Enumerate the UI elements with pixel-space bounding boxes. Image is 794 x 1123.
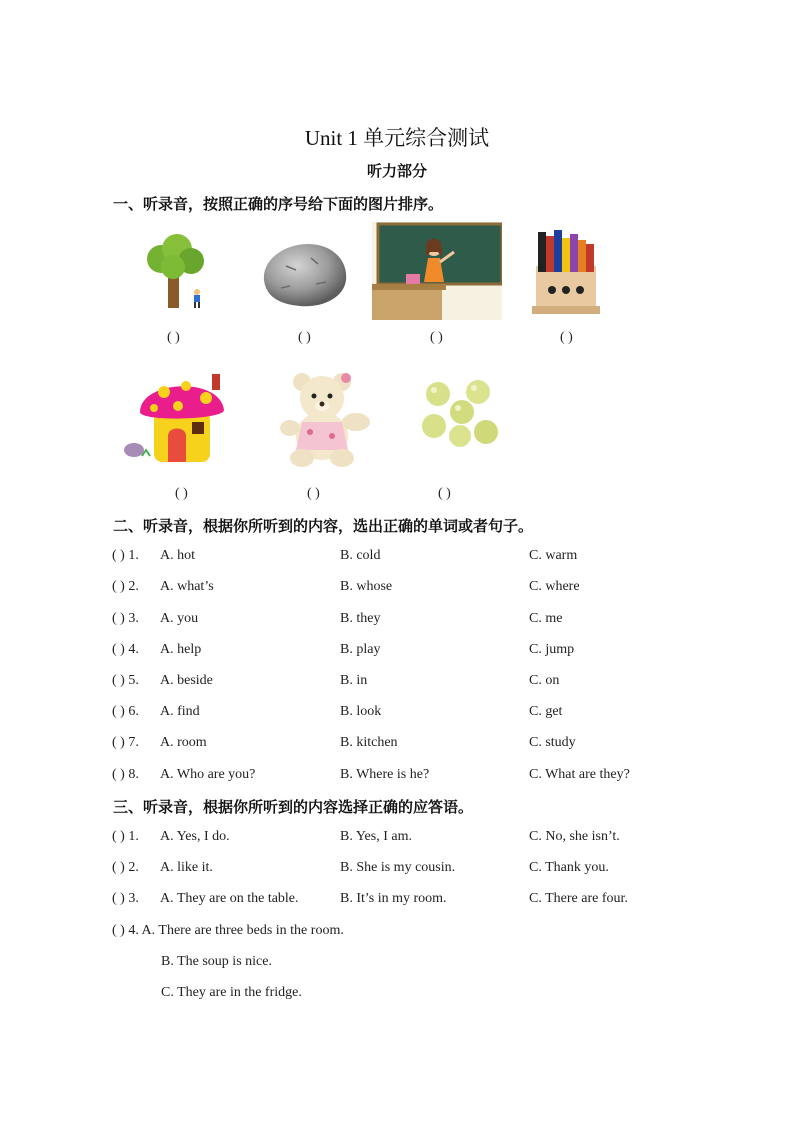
option-c: C. jump [529,642,575,657]
option-c: C. study [529,735,576,750]
picture-5-answer-blank[interactable]: ( ) [175,486,188,501]
option-c: C. warm [529,548,578,563]
option-c: C. get [529,704,563,719]
question-number[interactable]: ( ) 3. [112,611,139,626]
question-number[interactable]: ( ) 2. [112,860,139,875]
option-b: B. whose [340,579,393,594]
mushroom-house-icon [120,370,226,464]
question-4-line[interactable]: ( ) 4. A. There are three beds in the room. [112,923,344,938]
picture-3-answer-blank[interactable]: ( ) [430,330,443,345]
apples-icon [420,378,504,450]
option-a: A. you [160,611,199,626]
option-b: B. It’s in my room. [340,891,447,906]
picture-1-answer-blank[interactable]: ( ) [167,330,180,345]
page-title: Unit 1 单元综合测试 [304,126,490,150]
tree-with-boy-icon [143,234,208,310]
picture-2-answer-blank[interactable]: ( ) [298,330,311,345]
section1-heading: 一、听录音，按照正确的序号给下面的图片排序。 [113,197,444,213]
question-number[interactable]: ( ) 3. [112,891,139,906]
teacher-at-blackboard-icon [372,222,502,320]
section3-heading: 三、听录音，根据你所听到的内容选择正确的应答语。 [113,800,474,816]
section2-heading: 二、听录音，根据你所听到的内容，选出正确的单词或者句子。 [113,519,534,535]
question-number[interactable]: ( ) 4. [112,642,139,657]
question-number[interactable]: ( ) 7. [112,735,139,750]
option-a: A. room [160,735,207,750]
option-c: C. Thank you. [529,860,609,875]
option-c: C. where [529,579,580,594]
question-number[interactable]: ( ) 1. [112,829,139,844]
option-c: C. They are in the fridge. [161,985,302,1000]
question-number[interactable]: ( ) 2. [112,579,139,594]
option-a: A. beside [160,673,213,688]
option-b: B. Yes, I am. [340,829,412,844]
option-b: B. in [340,673,368,688]
option-b: B. they [340,611,381,626]
picture-7-answer-blank[interactable]: ( ) [438,486,451,501]
option-b: B. look [340,704,382,719]
option-b: B. play [340,642,381,657]
option-a: A. They are on the table. [160,891,299,906]
teddy-bear-icon [276,370,374,468]
option-a: A. help [160,642,202,657]
option-b: B. She is my cousin. [340,860,456,875]
page-subtitle: 听力部分 [366,164,427,180]
picture-6-answer-blank[interactable]: ( ) [307,486,320,501]
option-a: A. Who are you? [160,767,256,782]
option-b: B. cold [340,548,381,563]
option-b: B. The soup is nice. [161,954,272,969]
option-a: A. find [160,704,200,719]
option-b: B. Where is he? [340,767,430,782]
option-c: C. me [529,611,563,626]
option-b: B. kitchen [340,735,398,750]
option-c: C. What are they? [529,767,630,782]
option-c: C. No, she isn’t. [529,829,620,844]
option-a: A. hot [160,548,195,563]
option-c: C. on [529,673,560,688]
picture-4-answer-blank[interactable]: ( ) [560,330,573,345]
candy-box-icon [528,226,604,318]
question-number[interactable]: ( ) 1. [112,548,139,563]
rock-icon [256,236,352,312]
option-a: A. Yes, I do. [160,829,230,844]
question-number[interactable]: ( ) 8. [112,767,139,782]
option-a: A. what’s [160,579,214,594]
option-c: C. There are four. [529,891,628,906]
option-a: A. like it. [160,860,213,875]
question-number[interactable]: ( ) 5. [112,673,139,688]
question-number[interactable]: ( ) 6. [112,704,139,719]
